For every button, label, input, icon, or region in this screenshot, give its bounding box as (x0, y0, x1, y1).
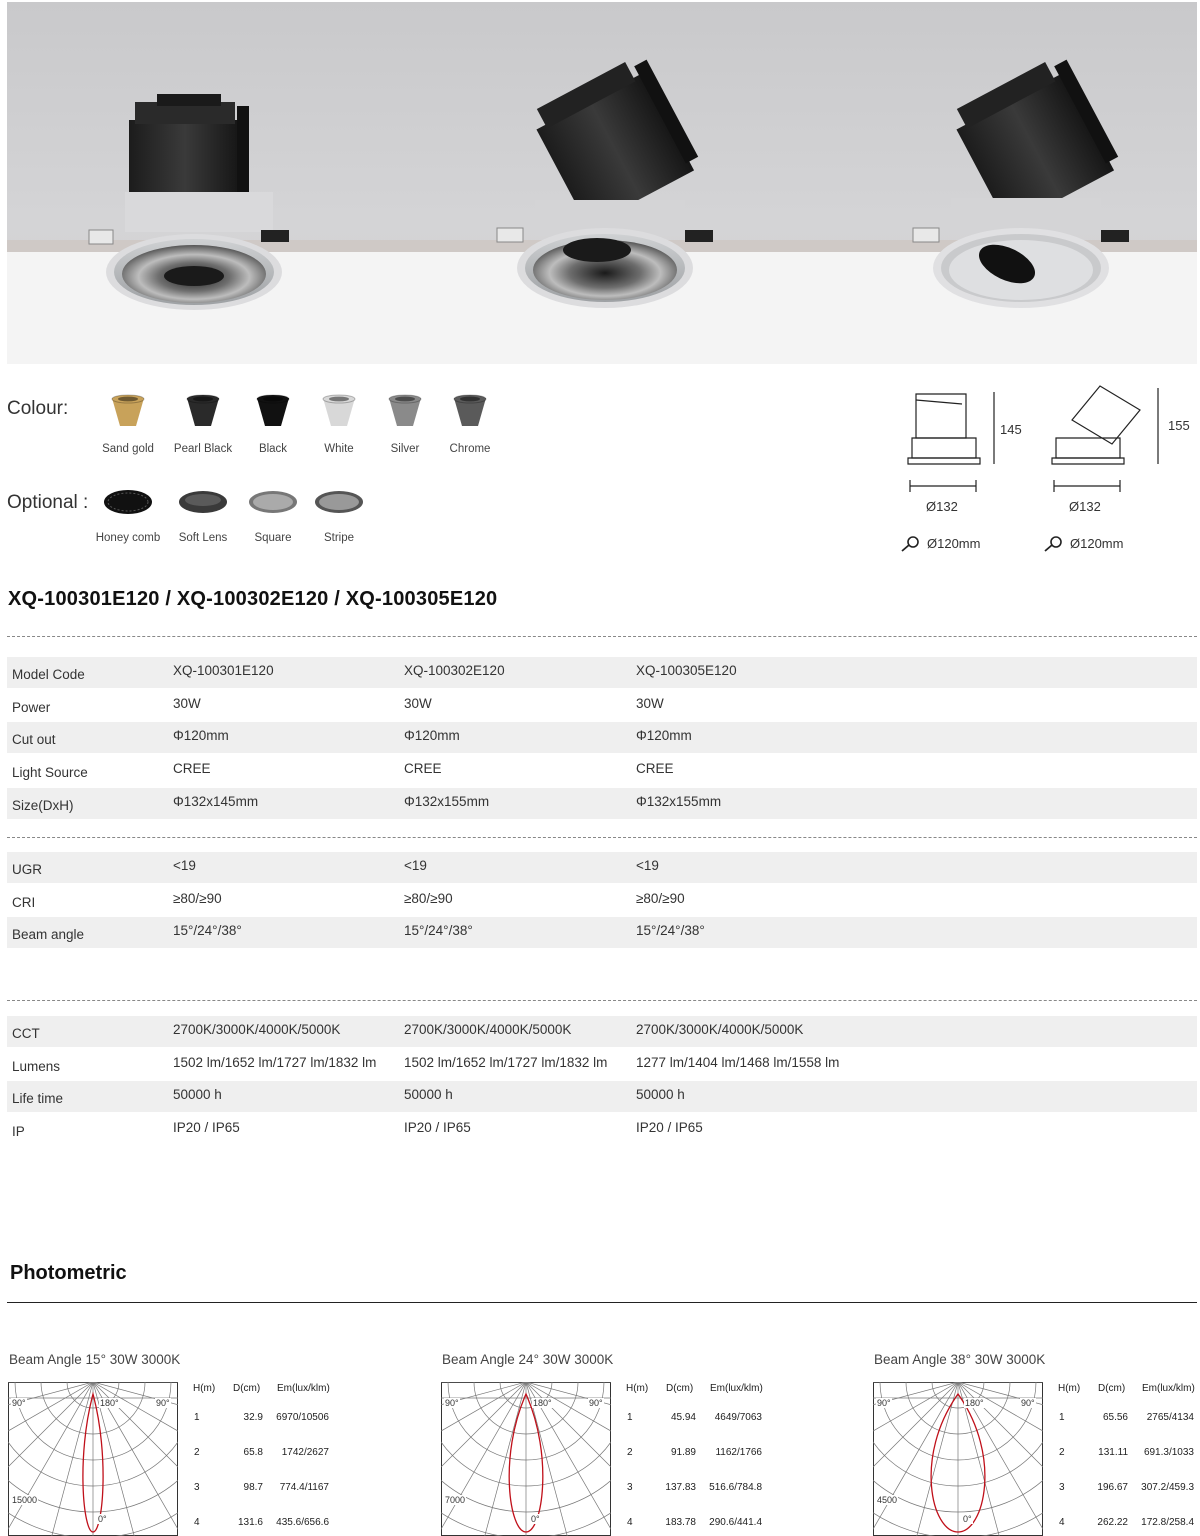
spec-value: CREE (404, 761, 442, 777)
spec-value: 1277 lm/1404 lm/1468 lm/1558 lm (636, 1054, 840, 1070)
illuminance-cell: 2 (1059, 1447, 1065, 1458)
spec-row (7, 1016, 1197, 1047)
spec-value: IP20 / IP65 (173, 1120, 240, 1136)
colour-swatch-label: Silver (390, 443, 420, 455)
spec-value: 15°/24°/38° (404, 923, 473, 939)
illuminance-cell: 1 (627, 1412, 633, 1423)
spec-label: Light Source (12, 765, 88, 781)
illuminance-cell: 691.3/1033 (1143, 1447, 1194, 1458)
spec-value: ≥80/≥90 (636, 890, 685, 906)
beam-block (7, 1350, 337, 1536)
spec-label: Size(DxH) (12, 797, 74, 813)
polar-label-left: 90° (877, 1398, 891, 1408)
polar-diagram (441, 1382, 611, 1536)
polar-label-right: 90° (156, 1398, 170, 1408)
illuminance-cell: 91.89 (670, 1447, 696, 1458)
dimension-drawing-svg (900, 380, 1200, 510)
colour-swatch-label: White (324, 443, 354, 455)
optional-label-item: Honey comb (95, 532, 161, 544)
spec-label: UGR (12, 862, 42, 877)
spec-value: 2700K/3000K/4000K/5000K (404, 1022, 572, 1037)
spec-label: Lumens (12, 1058, 61, 1074)
illuminance-cell: 435.6/656.6 (276, 1517, 329, 1528)
dimension-drawing-fixed (908, 392, 994, 492)
model-title: XQ-100301E120 / XQ-100302E120 / XQ-100305E120 (8, 588, 498, 610)
illuminance-cell: 6970/10506 (276, 1412, 329, 1423)
colour-label: Colour: (7, 398, 69, 419)
spec-value: XQ-100302E120 (404, 663, 505, 678)
spec-value: <19 (636, 858, 659, 873)
illuminance-cell: 1162/1766 (715, 1447, 762, 1458)
spec-label: Cut out (12, 732, 56, 748)
illuminance-cell: 131.11 (1098, 1447, 1128, 1458)
illuminance-cell: 137.83 (665, 1482, 696, 1493)
spec-row (7, 885, 1197, 916)
spec-label: Model Code (12, 667, 85, 682)
illuminance-cell: 98.7 (243, 1482, 263, 1493)
dim-diameter-2: Ø132 (1069, 499, 1101, 514)
spec-row (7, 657, 1197, 688)
spec-value: 2700K/3000K/4000K/5000K (636, 1022, 804, 1037)
spec-value: 15°/24°/38° (173, 923, 242, 939)
spec-value: IP20 / IP65 (404, 1120, 471, 1136)
illuminance-cell: 183.78 (665, 1517, 696, 1528)
polar-diagram (873, 1382, 1043, 1536)
colour-swatch-black (251, 394, 295, 435)
spec-value: XQ-100301E120 (173, 663, 274, 678)
spec-row (7, 690, 1197, 721)
spec-value: Φ120mm (636, 728, 692, 744)
polar-scale-label: 4500 (877, 1495, 898, 1505)
optional-label-item: Soft Lens (178, 532, 228, 544)
illuminance-cell: 3 (1059, 1482, 1065, 1493)
beam-title: Beam Angle 38° 30W 3000K (874, 1352, 1046, 1367)
dim-diameter-1: Ø132 (926, 499, 958, 514)
illuminance-cell: 65.8 (243, 1447, 263, 1458)
optional-label-item: Square (254, 532, 292, 544)
colour-swatch-white (317, 394, 361, 435)
polar-label-right: 90° (589, 1398, 603, 1408)
colour-swatch-label: Black (258, 443, 288, 455)
illuminance-header: H(m) (1058, 1383, 1081, 1394)
illuminance-cell: 172.8/258.4 (1141, 1517, 1194, 1528)
polar-label-left: 90° (445, 1398, 459, 1408)
spec-row (7, 852, 1197, 883)
cutout-value-2: Ø120mm (1070, 536, 1124, 551)
polar-label-left: 90° (12, 1398, 26, 1408)
optional-stripe (314, 490, 364, 521)
cutout-icon (1043, 536, 1065, 552)
beam-title: Beam Angle 24° 30W 3000K (442, 1352, 614, 1367)
beam-title: Beam Angle 15° 30W 3000K (9, 1352, 181, 1367)
illuminance-cell: 196.67 (1097, 1482, 1128, 1493)
colour-swatch-chrome (448, 394, 492, 435)
polar-scale-label: 15000 (12, 1495, 38, 1505)
colour-swatch-label: Pearl Black (173, 443, 233, 455)
optional-square (248, 490, 298, 521)
spec-value: 30W (636, 695, 664, 711)
illuminance-cell: 32.9 (243, 1412, 263, 1423)
spec-value: <19 (404, 858, 427, 873)
illuminance-header: D(cm) (666, 1383, 694, 1394)
illuminance-cell: 131.6 (237, 1517, 263, 1528)
spec-value: 2700K/3000K/4000K/5000K (173, 1022, 341, 1037)
illuminance-header: Em(lux/klm) (710, 1383, 763, 1394)
illuminance-cell: 262.22 (1097, 1517, 1128, 1528)
spec-label: IP (12, 1124, 25, 1140)
illuminance-cell: 3 (627, 1482, 633, 1493)
section-divider (7, 1000, 1197, 1001)
illuminance-cell: 4 (627, 1517, 633, 1528)
optional-honey-comb (103, 490, 153, 521)
illuminance-cell: 1 (194, 1412, 200, 1423)
optional-soft-lens (178, 490, 228, 521)
colour-swatch-label: Chrome (449, 443, 491, 455)
spec-value: 50000 h (636, 1087, 685, 1103)
illuminance-header: H(m) (626, 1383, 649, 1394)
photometric-divider (7, 1302, 1197, 1303)
illuminance-cell: 4649/7063 (714, 1412, 762, 1423)
beam-block (872, 1350, 1200, 1536)
spec-row (7, 755, 1197, 786)
illuminance-header: D(cm) (233, 1383, 261, 1394)
dimension-drawing-adjustable (1052, 386, 1158, 492)
spec-value: ≥80/≥90 (173, 890, 222, 906)
spec-row (7, 917, 1197, 948)
illuminance-cell: 2 (194, 1447, 200, 1458)
product-hero-image (7, 2, 1197, 364)
spec-value: 50000 h (173, 1087, 222, 1103)
spec-value: ≥80/≥90 (404, 890, 453, 906)
colour-swatch-pearl-black (181, 394, 225, 435)
spec-value: 50000 h (404, 1087, 453, 1103)
cutout-value-1: Ø120mm (927, 536, 981, 551)
illuminance-cell: 4 (1059, 1517, 1065, 1528)
colour-swatch-sand-gold (106, 394, 150, 435)
illuminance-cell: 774.4/1167 (279, 1482, 329, 1493)
spec-value: 30W (173, 695, 201, 711)
photometric-title: Photometric (10, 1262, 127, 1284)
downlight-renders (7, 2, 1197, 364)
spec-value: Φ132x145mm (173, 793, 259, 809)
spec-value: Φ132x155mm (404, 793, 490, 809)
spec-value: XQ-100305E120 (636, 663, 737, 678)
downlight-wallwasher (913, 53, 1129, 308)
illuminance-cell: 65.56 (1102, 1412, 1128, 1423)
illuminance-header: H(m) (193, 1383, 216, 1394)
dim-height-2: 155 (1168, 418, 1190, 433)
spec-value: 30W (404, 695, 432, 711)
illuminance-header: D(cm) (1098, 1383, 1126, 1394)
section-divider (7, 837, 1197, 838)
spec-row (7, 1081, 1197, 1112)
downlight-fixed (89, 94, 289, 310)
polar-label-top: 180° (100, 1398, 119, 1408)
spec-label: Beam angle (12, 927, 85, 943)
spec-row (7, 1114, 1197, 1145)
spec-value: Φ120mm (173, 728, 229, 744)
spec-value: Φ120mm (404, 728, 460, 744)
spec-label: CCT (12, 1026, 40, 1041)
illuminance-cell: 2765/4134 (1146, 1412, 1194, 1423)
spec-value: Φ132x155mm (636, 793, 722, 809)
illuminance-header: Em(lux/klm) (1142, 1383, 1195, 1394)
spec-row (7, 788, 1197, 819)
polar-label-right: 90° (1021, 1398, 1035, 1408)
beam-block (440, 1350, 770, 1536)
spec-row (7, 1049, 1197, 1080)
spec-label: Life time (12, 1091, 64, 1107)
cutout-icon (900, 536, 922, 552)
polar-scale-label: 7000 (445, 1495, 466, 1505)
illuminance-cell: 45.94 (670, 1412, 696, 1423)
spec-row (7, 722, 1197, 753)
illuminance-cell: 4 (194, 1517, 200, 1528)
illuminance-cell: 290.6/441.4 (709, 1517, 762, 1528)
polar-label-bottom: 0° (98, 1514, 107, 1524)
polar-diagram (8, 1382, 178, 1536)
optional-label: Optional : (7, 492, 89, 513)
polar-label-top: 180° (533, 1398, 552, 1408)
polar-label-bottom: 0° (531, 1514, 540, 1524)
spec-value: IP20 / IP65 (636, 1120, 703, 1136)
spec-value: 1502 lm/1652 lm/1727 lm/1832 lm (404, 1054, 608, 1070)
illuminance-cell: 516.6/784.8 (709, 1482, 762, 1493)
spec-value: CREE (173, 761, 211, 777)
illuminance-cell: 307.2/459.3 (1141, 1482, 1194, 1493)
spec-value: CREE (636, 761, 674, 777)
downlight-adjustable (497, 53, 713, 308)
illuminance-cell: 1 (1059, 1412, 1065, 1423)
illuminance-header: Em(lux/klm) (277, 1383, 330, 1394)
polar-label-bottom: 0° (963, 1514, 972, 1524)
section-divider (7, 636, 1197, 637)
spec-label: CRI (12, 894, 36, 910)
spec-value: 1502 lm/1652 lm/1727 lm/1832 lm (173, 1054, 377, 1070)
colour-swatch-label: Sand gold (102, 443, 154, 455)
spec-value: 15°/24°/38° (636, 923, 705, 939)
polar-label-top: 180° (965, 1398, 984, 1408)
spec-value: <19 (173, 858, 196, 873)
spec-label: Power (12, 699, 51, 715)
illuminance-cell: 1742/2627 (281, 1447, 329, 1458)
illuminance-cell: 3 (194, 1482, 200, 1493)
illuminance-cell: 2 (627, 1447, 633, 1458)
optional-label-item: Stripe (323, 532, 355, 544)
dim-height-1: 145 (1000, 422, 1022, 437)
colour-swatch-silver (383, 394, 427, 435)
